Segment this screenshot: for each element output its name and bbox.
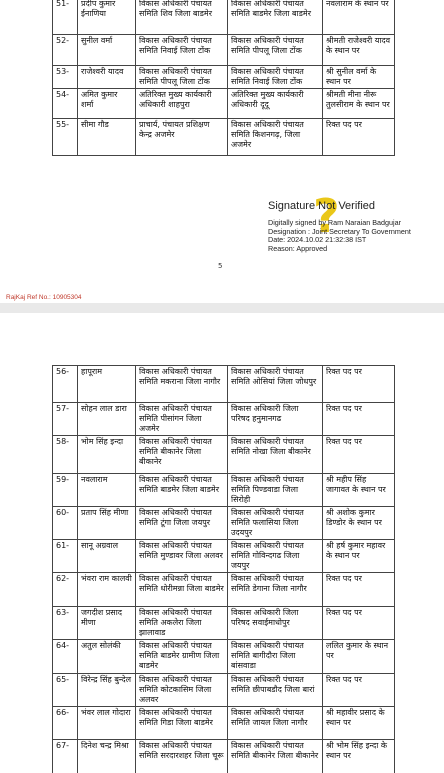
new-post-cell: विकास अधिकारी पंचायत समिति छीपाबडौद जिला बारां bbox=[228, 674, 323, 707]
remark-cell: रिक्त पद पर bbox=[323, 607, 395, 640]
serial-cell: 63- bbox=[53, 607, 78, 640]
current-post-cell: विकास अधिकारी पंचायत समिति मुण्डावर जिला अलवर bbox=[136, 540, 228, 573]
table-row bbox=[53, 0, 395, 35]
serial-cell: 66- bbox=[53, 707, 78, 740]
name-cell: सीमा गौड bbox=[78, 119, 136, 156]
name-cell: भंवरा राम कालवी bbox=[78, 573, 136, 607]
remark-cell: ललित कुमार के स्थान पर bbox=[323, 640, 395, 674]
current-post-cell: विकास अधिकारी पंचायत समिति गिडा जिला बाडमेर bbox=[136, 707, 228, 740]
table-row bbox=[53, 66, 395, 89]
current-post-cell: विकास अधिकारी पंचायत समिति टूंगा जिला जयपुर bbox=[136, 507, 228, 540]
remark-cell: श्री हर्ष कुमार महावर के स्थान पर bbox=[323, 540, 395, 573]
current-post-cell: विकास अधिकारी पंचायत समिति बीकानेर जिला बीकानेर bbox=[136, 436, 228, 474]
table-row bbox=[53, 507, 395, 540]
new-post-cell: विकास अधिकारी पंचायत समिति जायल जिला नागौर bbox=[228, 707, 323, 740]
new-post-cell: अतिरिक्त मुख्य कार्यकारी अधिकारी दूदू bbox=[228, 89, 323, 119]
name-cell: अमित कुमार शर्मा bbox=[78, 89, 136, 119]
current-post-cell: विकास अधिकारी पंचायत समिति पीपलू जिला टोंक bbox=[136, 66, 228, 89]
serial-cell: 51- bbox=[53, 0, 78, 35]
table-row bbox=[53, 89, 395, 119]
table-row bbox=[53, 403, 395, 436]
current-post-cell: विकास अधिकारी पंचायत समिति शिव जिला बाडमेर bbox=[136, 0, 228, 35]
table-row bbox=[53, 740, 395, 773]
signature-signed-by: Digitally signed by Ram Naraian Badgujar bbox=[268, 218, 402, 227]
serial-cell: 53- bbox=[53, 66, 78, 89]
document-page-1 bbox=[0, 0, 444, 303]
remark-cell: श्री भोम सिंह इन्दा के स्थान पर bbox=[323, 740, 395, 773]
new-post-cell: विकास अधिकारी पंचायत समिति बागीदौरा जिला बांसवाडा bbox=[228, 640, 323, 674]
transfer-table-page-1 bbox=[52, 0, 395, 156]
serial-cell: 60- bbox=[53, 507, 78, 540]
new-post-cell: विकास अधिकारी पंचायत समिति डेगाना जिला नागौर bbox=[228, 573, 323, 607]
remark-cell: रिक्त पद पर bbox=[323, 436, 395, 474]
serial-cell: 64- bbox=[53, 640, 78, 674]
new-post-cell: विकास अधिकारी पंचायत समिति किशनगढ़, जिला अजमेर bbox=[228, 119, 323, 156]
remark-cell: रिक्त पद पर bbox=[323, 573, 395, 607]
table-row bbox=[53, 474, 395, 507]
current-post-cell: विकास अधिकारी पंचायत समिति अकलेरा जिला झालावाड bbox=[136, 607, 228, 640]
table-row bbox=[53, 607, 395, 640]
new-post-cell: विकास अधिकारी पंचायत समिति गोविन्दगढ जिला जयपुर bbox=[228, 540, 323, 573]
remark-cell: श्री सुनील वर्मा के स्थान पर bbox=[323, 66, 395, 89]
table-row bbox=[53, 640, 395, 674]
signature-title: Signature Not Verified bbox=[268, 200, 376, 212]
new-post-cell: विकास अधिकारी पंचायत समिति पिण्डवाडा जिला सिरोही bbox=[228, 474, 323, 507]
name-cell: अतुल सोलंकी bbox=[78, 640, 136, 674]
name-cell: सोहन लाल डारा bbox=[78, 403, 136, 436]
remark-cell: श्री अशोक कुमार डिण्डोर के स्थान पर bbox=[323, 507, 395, 540]
remark-cell: श्रीमती राजेश्वरी यादव के स्थान पर bbox=[323, 35, 395, 66]
serial-cell: 55- bbox=[53, 119, 78, 156]
remark-cell: रिक्त पद पर bbox=[323, 403, 395, 436]
current-post-cell: विकास अधिकारी पंचायत समिति कोटकासिम जिला अलवर bbox=[136, 674, 228, 707]
remark-cell: श्री महावीर प्रसाद के स्थान पर bbox=[323, 707, 395, 740]
table-row bbox=[53, 119, 395, 156]
signature-date: Date: 2024.10.02 21:32:38 IST bbox=[268, 235, 367, 244]
remark-cell: नवलाराम के स्थान पर bbox=[323, 0, 395, 35]
remark-cell: श्रीमती मीना नीरू तुलसीराम के स्थान पर bbox=[323, 89, 395, 119]
current-post-cell: विकास अधिकारी पंचायत समिति बाडमेर जिला बाडमेर bbox=[136, 474, 228, 507]
page-number: 5 bbox=[218, 262, 223, 270]
table-row bbox=[53, 707, 395, 740]
new-post-cell: विकास अधिकारी पंचायत समिति निवाई जिला टोंक bbox=[228, 66, 323, 89]
name-cell: प्रताप सिंह मीणा bbox=[78, 507, 136, 540]
name-cell: हापूराम bbox=[78, 366, 136, 403]
name-cell: सुनील वर्मा bbox=[78, 35, 136, 66]
table-row bbox=[53, 366, 395, 403]
remark-cell: रिक्त पद पर bbox=[323, 366, 395, 403]
current-post-cell: विकास अधिकारी पंचायत समिति बाडमेर ग्रामीण जिला बाडमेर bbox=[136, 640, 228, 674]
current-post-cell: अतिरिक्त मुख्य कार्यकारी अधिकारी शाहपुरा bbox=[136, 89, 228, 119]
new-post-cell: विकास अधिकारी पंचायत समिति ओसियां जिला जोधपुर bbox=[228, 366, 323, 403]
signature-designation: Designation : Joint Secretary To Government bbox=[268, 226, 411, 236]
current-post-cell: विकास अधिकारी पंचायत समिति निवाई जिला टोंक bbox=[136, 35, 228, 66]
serial-cell: 65- bbox=[53, 674, 78, 707]
current-post-cell: विकास अधिकारी पंचायत समिति धोरीमन्ना जिला बाडमेर bbox=[136, 573, 228, 607]
serial-cell: 54- bbox=[53, 89, 78, 119]
name-cell: विरेन्द्र सिंह बुन्देल bbox=[78, 674, 136, 707]
new-post-cell: विकास अधिकारी जिला परिषद सवाईमाधोपुर bbox=[228, 607, 323, 640]
new-post-cell: विकास अधिकारी पंचायत समिति बीकानेर जिला बीकानेर bbox=[228, 740, 323, 773]
table-row bbox=[53, 573, 395, 607]
document-page-2 bbox=[0, 313, 444, 773]
current-post-cell: प्राचार्य, पंचायत प्रशिक्षण केन्द्र अजमेर bbox=[136, 119, 228, 156]
name-cell: जगदीश प्रसाद मीणा bbox=[78, 607, 136, 640]
current-post-cell: विकास अधिकारी पंचायत समिति सरदारशहर जिला चूरू bbox=[136, 740, 228, 773]
signature-unverified-icon: ? bbox=[313, 189, 340, 243]
table-row bbox=[53, 436, 395, 474]
serial-cell: 57- bbox=[53, 403, 78, 436]
name-cell: नवलाराम bbox=[78, 474, 136, 507]
new-post-cell: विकास अधिकारी जिला परिषद हनुमानगढ bbox=[228, 403, 323, 436]
name-cell: सानू अग्रवाल bbox=[78, 540, 136, 573]
name-cell: राजेश्वरी यादव bbox=[78, 66, 136, 89]
table-row bbox=[53, 35, 395, 66]
remark-cell: रिक्त पद पर bbox=[323, 674, 395, 707]
serial-cell: 52- bbox=[53, 35, 78, 66]
table-row bbox=[53, 540, 395, 573]
serial-cell: 62- bbox=[53, 573, 78, 607]
serial-cell: 61- bbox=[53, 540, 78, 573]
current-post-cell: विकास अधिकारी पंचायत समिति पीसांगन जिला अजमेर bbox=[136, 403, 228, 436]
name-cell: दिनेश चन्द्र मिश्रा bbox=[78, 740, 136, 773]
new-post-cell: विकास अधिकारी पंचायत समिति नोखा जिला बीकानेर bbox=[228, 436, 323, 474]
remark-cell: श्री महीप सिंह जागावत के स्थान पर bbox=[323, 474, 395, 507]
serial-cell: 58- bbox=[53, 436, 78, 474]
table-row bbox=[53, 674, 395, 707]
name-cell: भंवर लाल गोदारा bbox=[78, 707, 136, 740]
rajkaj-ref-number: RajKaj Ref No.: 10905304 bbox=[6, 294, 82, 301]
serial-cell: 59- bbox=[53, 474, 78, 507]
name-cell: भोम सिंह इन्दा bbox=[78, 436, 136, 474]
new-post-cell: विकास अधिकारी पंचायत समिति फलासिया जिला उदयपुर bbox=[228, 507, 323, 540]
new-post-cell: विकास अधिकारी पंचायत समिति पीपलू जिला टोंक bbox=[228, 35, 323, 66]
serial-cell: 56- bbox=[53, 366, 78, 403]
signature-reason: Reason: Approved bbox=[268, 243, 328, 253]
serial-cell: 67- bbox=[53, 740, 78, 773]
name-cell: प्रदीप कुमार ईनाणिया bbox=[78, 0, 136, 35]
new-post-cell: विकास अधिकारी पंचायत समिति बाडमेर जिला बाडमेर bbox=[228, 0, 323, 35]
transfer-table-page-2 bbox=[52, 365, 395, 773]
remark-cell: रिक्त पद पर bbox=[323, 119, 395, 156]
current-post-cell: विकास अधिकारी पंचायत समिति मकराना जिला नागौर bbox=[136, 366, 228, 403]
digital-signature-block bbox=[268, 200, 411, 253]
